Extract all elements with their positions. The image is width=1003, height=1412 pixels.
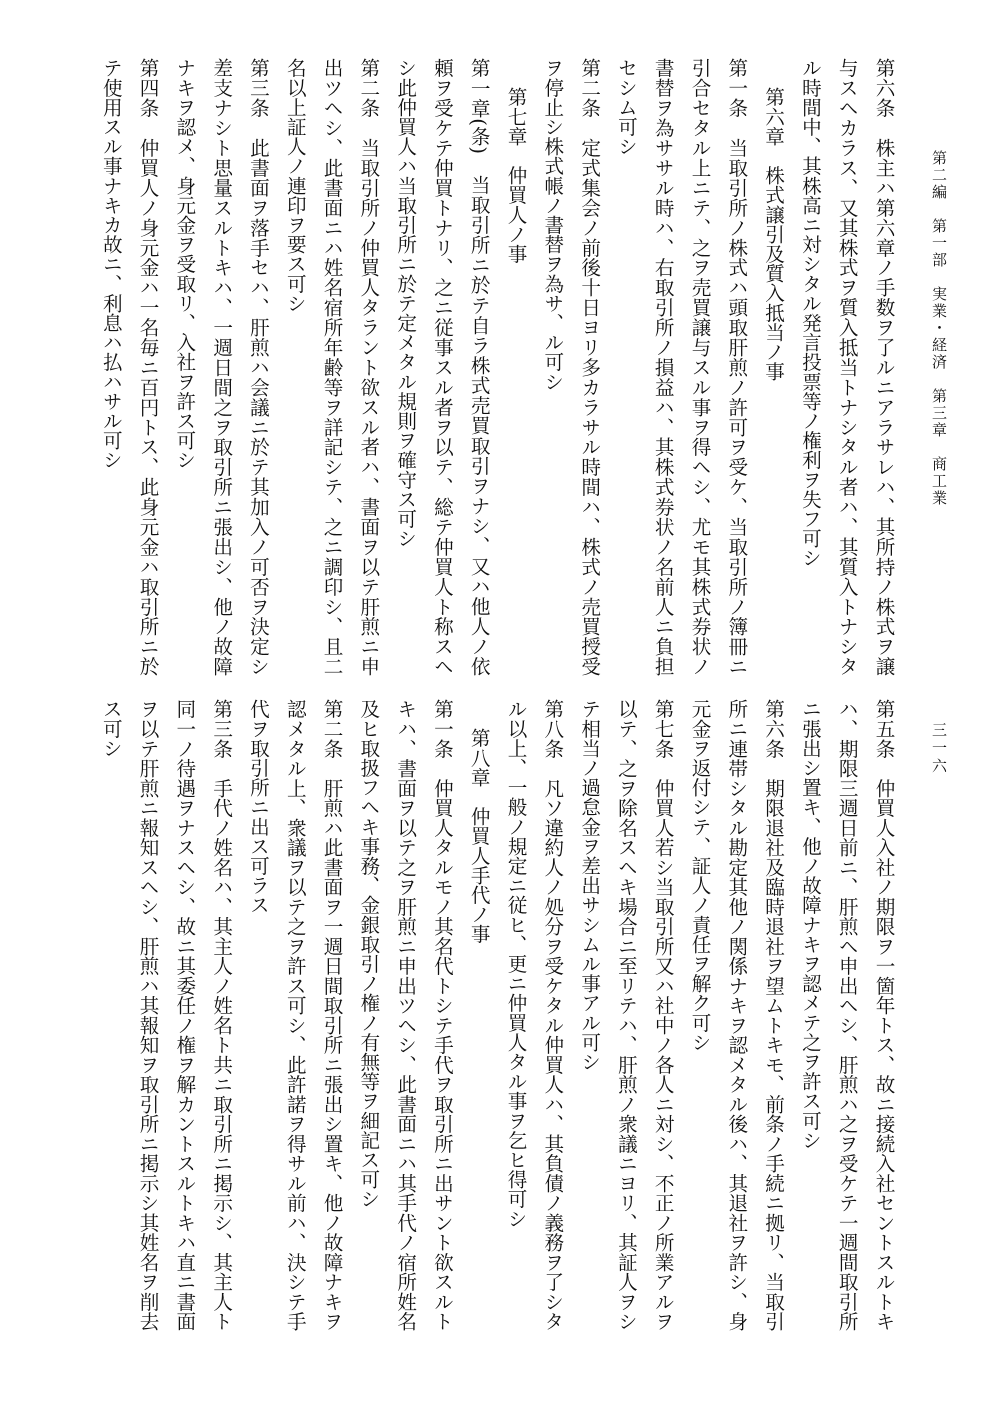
article-paragraph: 第一章(条) 当取引所ニ於テ自ラ株式売買取引ヲナシ、又ハ他人ノ依頼ヲ受ケテ仲買トナリ、之ニ従事スル者ヲ以テ、総テ仲買人ト称スヘシ此仲買人ハ当取引所ニ於テ定メタル規則ヲ確守ス可シ — [393, 58, 491, 676]
article-paragraph: 第一条 仲買人タルモノ其名代トシテ手代ヲ取引所ニ出サント欲スルトキハ、書面ヲ以テ之ヲ肝煎ニ申出ツヘシ、此書面ニハ其手代ノ宿所姓名及ヒ取扱フヘキ事務、金銀取引ノ権ノ有無等ヲ細記ス可シ — [356, 699, 454, 1331]
article-paragraph: 第六条 期限退社及臨時退社ヲ望ムトキモ、前条ノ手続ニ拠リ、当取引所ニ連帯シタル勘定其他ノ関係ナキヲ認メタル後ハ、其退社ヲ許シ、身元金ヲ返付シテ、証人ノ責任ヲ解ク可シ — [688, 699, 785, 1331]
article-paragraph: 第五条 仲買人入社ノ期限ヲ一箇年トス、故ニ接続入社セントスルトキハ、期限三週日前ニ、肝煎ヘ申出ヘシ、肝煎ハ之ヲ受ケテ一週間取引所ニ張出シ置キ、他ノ故障ナキヲ認メテ之ヲ許ス可シ — [798, 699, 895, 1331]
article-paragraph: 第三条 手代ノ姓名ハ、其主人ノ姓名ト共ニ取引所ニ掲示シ、其主人ト同一ノ待遇ヲナスヘシ、故ニ其委任ノ権ヲ解カントスルトキハ直ニ書面ヲ以テ肝煎ニ報知スヘシ、肝煎ハ其報知ヲ取引所ニ掲示シ其姓名ヲ削去ス可シ — [99, 699, 233, 1331]
article-paragraph: 第七条 仲買人若シ当取引所又ハ社中ノ各人ニ対シ、不正ノ所業アルヲ以テ、之ヲ除名スヘキ場合ニ至リテハ、肝煎ノ衆議ニヨリ、其証人ヲシテ相当ノ過怠金ヲ差出サシムル事アル可シ — [577, 699, 675, 1331]
article-paragraph: 第四条 仲買人ノ身元金ハ一名毎ニ百円トス、此身元金ハ取引所ニ於テ使用スル事ナキカ故ニ、利息ハ払ハサル可シ — [99, 58, 160, 676]
chapter-heading: 第八章 仲買人手代ノ事 — [467, 728, 491, 944]
article-paragraph: 第八条 凡ソ違約人ノ処分ヲ受ケタル仲買人ハ、其負債ノ義務ヲ了シタル以上、一般ノ規定ニ従ヒ、更ニ仲買人タル事ヲ乞ヒ得可シ — [504, 699, 564, 1331]
article-paragraph: 第二条 肝煎ハ此書面ヲ一週日間取引所ニ張出シ置キ、他ノ故障ナキヲ認メタル上、衆議ヲ以テ之ヲ許ス可シ、此許諾ヲ得サル前ハ、決シテ手代ヲ取引所ニ出ス可ラス — [246, 699, 344, 1331]
article-paragraph: 第二条 定式集会ノ前後十日ヨリ多カラサル時間ハ、株式ノ売買授受ヲ停止シ株式帳ノ書替ヲ為サ、ル可シ — [540, 58, 601, 676]
article-paragraph: 第二条 当取引所ノ仲買人タラント欲スル者ハ、書面ヲ以テ肝煎ニ申出ツヘシ、此書面ニハ姓名宿所年齢等ヲ詳記シテ、之ニ調印シ、且二名以上証人ノ連印ヲ要ス可シ — [283, 58, 380, 676]
chapter-heading: 第七章 仲買人ノ事 — [504, 87, 528, 264]
running-header: 第二編 第一部 実業・経済 第三章 商工業 — [930, 150, 948, 507]
article-paragraph: 第六条 株主ハ第六章ノ手数ヲ了ルニアラサレハ、其所持ノ株式ヲ譲与スヘカラス、又其株式ヲ質入抵当トナシタル者ハ、其質入トナシタル時間中、其株高ニ対シタル発言投票等ノ権利ヲ失フ可シ — [798, 58, 895, 676]
article-paragraph: 第一条 当取引所ノ株式ハ頭取肝煎ノ許可ヲ受ケ、当取引所ノ簿冊ニ引合セタル上ニテ、之ヲ売買譲与スル事ヲ得ヘシ、尤モ其株式券状ノ書替ヲ為ササル時ハ、右取引所ノ損益ハ、其株式券状ノ名前人ニ負担セシム可シ — [614, 58, 748, 676]
page-number: 三一六 — [930, 722, 948, 776]
upper-text-block — [99, 58, 901, 676]
article-paragraph: 第三条 此書面ヲ落手セハ、肝煎ハ会議ニ於テ其加入ノ可否ヲ決定シ差支ナシト思量スルトキハ、一週日間之ヲ取引所ニ張出シ、他ノ故障ナキヲ認メ、身元金ヲ受取リ、入社ヲ許ス可シ — [172, 58, 270, 676]
chapter-heading: 第六章 株式譲引及質入抵当ノ事 — [761, 87, 785, 382]
lower-text-block — [99, 699, 901, 1331]
